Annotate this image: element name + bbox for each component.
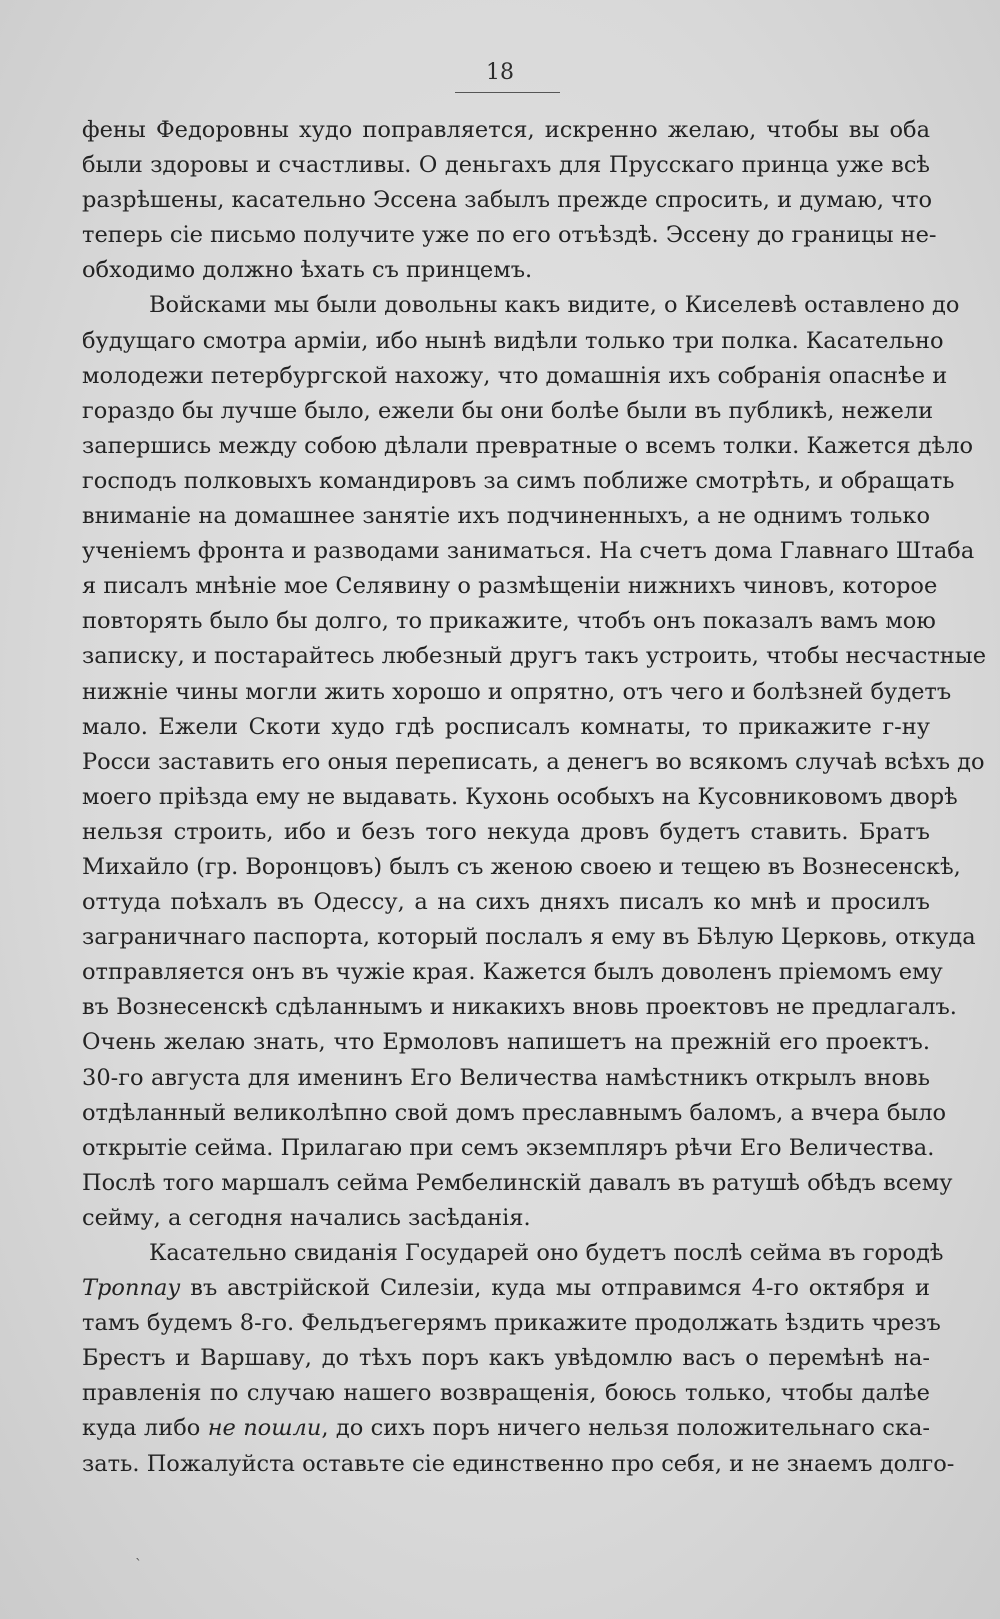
- paragraph-2: [82, 288, 987, 1236]
- paragraph-3: [82, 1236, 955, 1482]
- text-line: повторять было бы долго, то прикажите, чтобъ онъ показалъ вамъ мою: [82, 608, 936, 635]
- text-line: тамъ будемъ 8-го. Фельдъегерямъ прикажите продолжать ѣздить чрезъ: [82, 1310, 941, 1337]
- text-line: теперь сiе письмо получите уже по его отъѣздѣ. Эссену до границы не-: [82, 222, 937, 249]
- text-line: Росси заставить его оныя переписать, а денегъ во всякомъ случаѣ всѣхъ до: [82, 748, 985, 775]
- text-line: мало. Ежели Скоти худо гдѣ росписалъ комнаты, то прикажите г-ну: [82, 713, 930, 740]
- text-line: куда либо не пошли, до сихъ поръ ничего нельзя положительнаго ска-: [82, 1415, 930, 1442]
- text-line: нижнiе чины могли жить хорошо и опрятно, отъ чего и болѣзней будетъ: [82, 678, 952, 705]
- text-line: въ Вознесенскѣ сдѣланнымъ и никакихъ вновь проектовъ не предлагалъ.: [82, 994, 957, 1021]
- text-line: ученiемъ фронта и разводами заниматься. На счетъ дома Главнаго Штаба: [82, 538, 975, 565]
- text-line: заграничнаго паспорта, который послалъ я ему въ Бѣлую Церковь, откуда: [82, 924, 976, 951]
- text-line: будущаго смотра армiи, ибо нынѣ видѣли только три полка. Касательно: [82, 327, 944, 354]
- text-line: нельзя строить, ибо и безъ того некуда дровъ будетъ ставить. Братъ: [82, 818, 930, 845]
- text-line: молодежи петербургской нахожу, что домашнiя ихъ собранiя опаснѣе и: [82, 362, 948, 389]
- text-line: Войсками мы были довольны какъ видите, о Киселевѣ оставлено до: [149, 292, 960, 319]
- text-line: Троппау въ австрiйской Силезiи, куда мы отправимся 4-го октября и: [82, 1275, 930, 1302]
- text-line: Очень желаю знать, что Ермоловъ напишетъ на прежнiй его проектъ.: [82, 1029, 930, 1056]
- text-line: отправляется онъ въ чужiе края. Кажется былъ доволенъ прiемомъ ему: [82, 959, 943, 986]
- text-line: моего прiѣзда ему не выдавать. Кухонь особыхъ на Кусовниковомъ дворѣ: [82, 783, 958, 810]
- text-line: обходимо должно ѣхать съ принцемъ.: [82, 257, 533, 284]
- text-line: зать. Пожалуйста оставьте сiе единственно про себя, и не знаемъ долго-: [82, 1450, 955, 1477]
- text-line: Послѣ того маршалъ сейма Рембелинскiй давалъ въ ратушѣ обѣдъ всему: [82, 1169, 953, 1196]
- text-line: разрѣшены, касательно Эссена забылъ прежде спросить, и думаю, что: [82, 187, 932, 214]
- text-line: господъ полковыхъ командировъ за симъ поближе смотрѣть, и обращать: [82, 467, 955, 494]
- text-line: я писалъ мнѣнiе мое Селявину о размѣщенiи нижнихъ чиновъ, которое: [82, 573, 938, 600]
- text-line: отдѣланный великолѣпно свой домъ преславнымъ баломъ, а вчера было: [82, 1099, 947, 1126]
- text-line: сейму, а сегодня начались засѣданiя.: [82, 1204, 531, 1231]
- text-line: оттуда поѣхалъ въ Одессу, а на сихъ дняхъ писалъ ко мнѣ и просилъ: [82, 889, 930, 916]
- text-line: записку, и постарайтесь любезный другъ такъ устроить, чтобы несчастные: [82, 643, 987, 670]
- text-line: Брестъ и Варшаву, до тѣхъ поръ какъ увѣдомлю васъ о перемѣнѣ на-: [82, 1345, 930, 1372]
- text-line: 30-го августа для именинъ Его Величества намѣстникъ открылъ вновь: [82, 1064, 930, 1091]
- text-line: гораздо бы лучше было, ежели бы они болѣе были въ публикѣ, нежели: [82, 397, 934, 424]
- scan-speck: ˎ: [135, 1545, 142, 1561]
- page-number: 18: [486, 60, 514, 85]
- text-line: открытiе сейма. Прилагаю при семъ экземпляръ рѣчи Его Величества.: [82, 1134, 935, 1161]
- text-line: Касательно свиданiя Государей оно будетъ послѣ сейма въ городѣ: [149, 1240, 944, 1266]
- text-line: Михайло (гр. Воронцовъ) былъ съ женою своею и тещею въ Вознесенскѣ,: [82, 853, 961, 880]
- paragraph-1: [82, 113, 937, 288]
- text-line: вниманiе на домашнее занятiе ихъ подчиненныхъ, а не однимъ только: [82, 503, 930, 530]
- body-text: [82, 113, 987, 1482]
- text-line: правленiя по случаю нашего возвращенiя, боюсь только, чтобы далѣе: [82, 1380, 930, 1407]
- text-line: фены Федоровны худо поправляется, искренно желаю, чтобы вы оба: [82, 117, 930, 143]
- text-line: были здоровы и счастливы. О деньгахъ для Прусскаго принца уже всѣ: [82, 152, 930, 179]
- text-line: запершись между собою дѣлали превратные о всемъ толки. Кажется дѣло: [82, 432, 974, 459]
- header-rule: [455, 92, 560, 93]
